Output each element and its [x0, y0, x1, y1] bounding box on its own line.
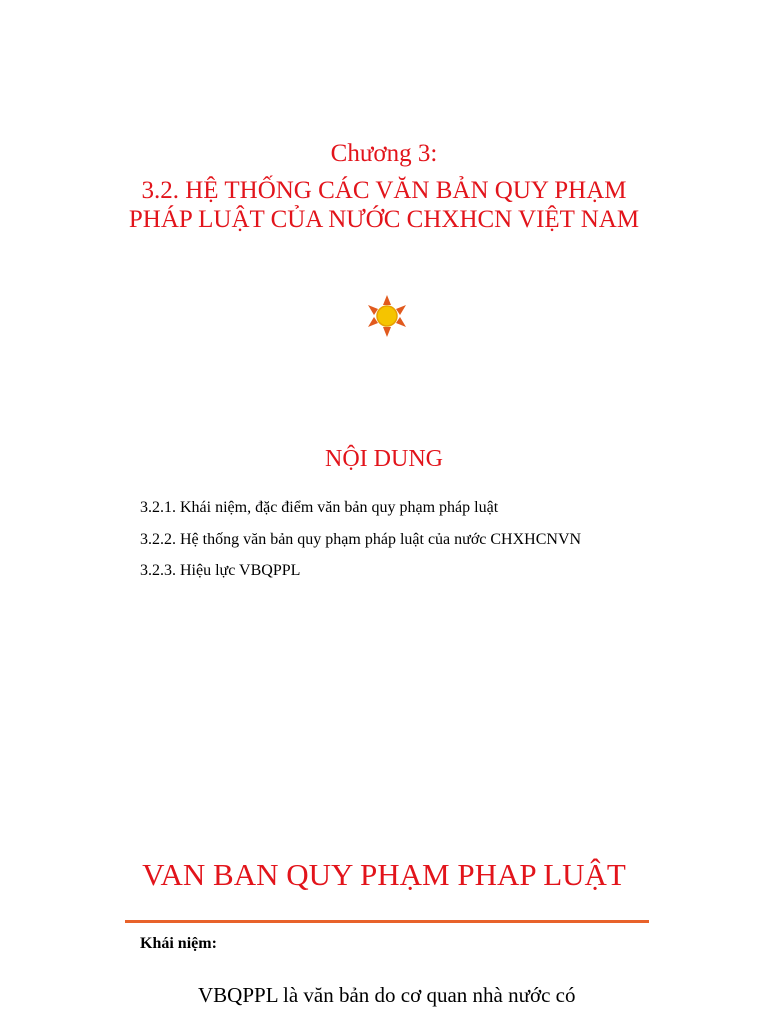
section-heading: VAN BAN QUY PHẠM PHAP LUẬT: [142, 857, 626, 892]
sun-star-icon: [364, 293, 410, 339]
horizontal-rule: [125, 920, 649, 923]
emblem-graphic: [364, 293, 410, 339]
concept-label: Khái niệm:: [140, 935, 217, 952]
table-of-contents: [140, 498, 634, 593]
toc-item-1: 3.2.1. Khái niệm, đặc điểm văn bản quy phạm pháp luật: [140, 499, 499, 516]
concept-paragraph: VBQPPL là văn bản do cơ quan nhà nước có: [198, 983, 576, 1007]
section-title: 3.2. HỆ THỐNG CÁC VĂN BẢN QUY PHẠM PHÁP LUẬT CỦA NƯỚC CHXHCN VIỆT NAM: [128, 177, 640, 233]
chapter-label: Chương 3:: [330, 140, 438, 167]
toc-item-2: 3.2.2. Hệ thống văn bản quy phạm pháp luật của nước CHXHCNVN: [140, 531, 582, 548]
toc-item-3: 3.2.3. Hiệu lực VBQPPL: [140, 562, 301, 579]
contents-heading: NỘI DUNG: [325, 446, 443, 472]
